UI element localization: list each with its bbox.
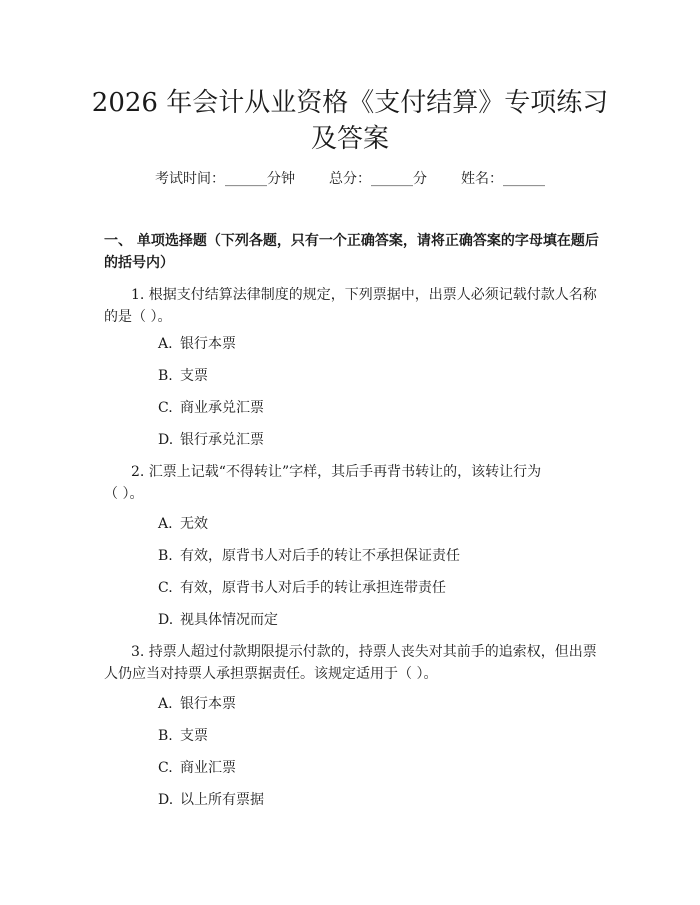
question-1-option-d xyxy=(158,429,264,451)
question-2-option-d xyxy=(158,609,278,631)
question-1-option-b xyxy=(158,365,208,387)
question-3-option-c xyxy=(158,757,236,779)
question-3-option-b xyxy=(158,725,208,747)
option-text: 支票 xyxy=(180,368,208,384)
question-3-option-a xyxy=(158,693,236,715)
question-2-text-line-2: （ ）。 xyxy=(104,486,144,502)
option-text: 视具体情况而定 xyxy=(180,612,278,628)
option-text: 商业承兑汇票 xyxy=(180,400,264,416)
exam-time-field: 考试时间：______分钟 xyxy=(155,171,295,187)
option-letter: D. xyxy=(158,792,174,808)
question-1-text-line-2: 的是（ ）。 xyxy=(104,309,172,325)
question-1-text-line-1: 1. 根据支付结算法律制度的规定，下列票据中，出票人必须记载付款人名称 xyxy=(131,287,597,303)
question-1-option-a xyxy=(158,333,236,355)
option-text: 有效，原背书人对后手的转让不承担保证责任 xyxy=(180,548,460,564)
option-text: 银行本票 xyxy=(180,336,236,352)
option-letter: A. xyxy=(158,516,173,532)
option-letter: B. xyxy=(158,368,173,384)
option-letter: D. xyxy=(158,612,174,628)
question-3-text-line-1: 3. 持票人超过付款期限提示付款的，持票人丧失对其前手的追索权，但出票 xyxy=(131,644,597,660)
option-letter: C. xyxy=(158,580,173,596)
section-heading-line-2: 的括号内） xyxy=(104,255,174,271)
option-text: 支票 xyxy=(180,728,208,744)
option-letter: C. xyxy=(158,400,173,416)
question-2-text-line-1: 2. 汇票上记载“不得转让”字样，其后手再背书转让的，该转让行为 xyxy=(131,464,542,480)
option-letter: C. xyxy=(158,760,173,776)
section-heading-line-1: 一、 单项选择题（下列各题，只有一个正确答案，请将正确答案的字母填在题后 xyxy=(104,233,599,249)
question-2-option-b xyxy=(158,545,460,567)
question-3-option-d xyxy=(158,789,264,811)
question-1-option-c xyxy=(158,397,264,419)
option-letter: B. xyxy=(158,728,173,744)
option-text: 以上所有票据 xyxy=(180,792,264,808)
option-text: 银行本票 xyxy=(180,696,236,712)
option-letter: A. xyxy=(158,696,173,712)
total-score-field: 总分：______分 xyxy=(329,171,427,187)
question-2-option-a xyxy=(158,513,208,535)
document-title-line-2: 及答案 xyxy=(310,124,389,154)
option-text: 无效 xyxy=(180,516,208,532)
option-text: 银行承兑汇票 xyxy=(180,432,264,448)
question-3-text-line-2: 人仍应当对持票人承担票据责任。该规定适用于（ ）。 xyxy=(104,666,438,682)
option-letter: A. xyxy=(158,336,173,352)
option-letter: B. xyxy=(158,548,173,564)
option-text: 有效，原背书人对后手的转让承担连带责任 xyxy=(180,580,446,596)
question-2-option-c xyxy=(158,577,446,599)
option-letter: D. xyxy=(158,432,174,448)
document-title-line-1: 2026 年会计从业资格《支付结算》专项练习 xyxy=(91,88,609,118)
exam-info xyxy=(0,168,700,188)
option-text: 商业汇票 xyxy=(180,760,236,776)
name-field: 姓名：______ xyxy=(461,171,545,187)
